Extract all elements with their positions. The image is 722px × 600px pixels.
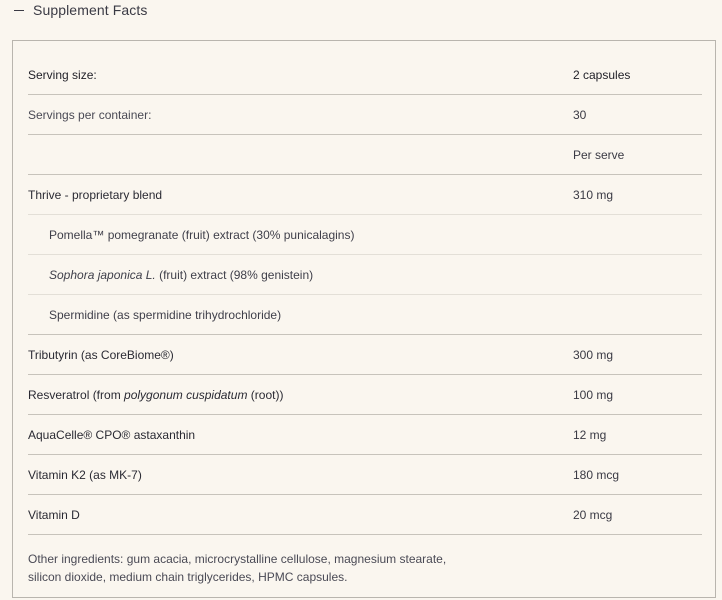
other-ingredients-line-2: silicon dioxide, medium chain triglycerides, HPMC capsules. [28, 570, 348, 584]
serving-size-label: Serving size: [28, 68, 97, 82]
ingredient-amount: 20 mcg [573, 508, 613, 522]
serving-size-value: 2 capsules [573, 68, 631, 82]
ingredient-amount: 100 mg [573, 388, 614, 402]
serving-size-row [28, 55, 702, 95]
ingredient-name-post: (root)) [247, 388, 284, 402]
ingredient-row-tributyrin [28, 335, 702, 375]
supplement-facts-toggle[interactable] [14, 0, 147, 20]
ingredient-row-pomella [28, 215, 702, 255]
ingredient-amount: 12 mg [573, 428, 607, 442]
ingredient-name: Pomella™ pomegranate (fruit) extract (30% punicalagins) [49, 228, 355, 242]
ingredient-name: AquaCelle® CPO® astaxanthin [28, 428, 196, 442]
ingredient-row-thrive [28, 175, 702, 215]
other-ingredients-note [28, 550, 688, 586]
ingredient-row-vitamin-k2 [28, 455, 702, 495]
ingredient-amount: 310 mg [573, 188, 614, 202]
servings-value: 30 [573, 108, 587, 122]
ingredient-row-sophora [28, 255, 702, 295]
ingredient-name: Spermidine (as spermidine trihydrochloride) [49, 308, 282, 322]
ingredient-amount: 180 mcg [573, 468, 620, 482]
ingredient-name-rest: (fruit) extract (98% genistein) [155, 268, 314, 282]
collapse-dash-icon [14, 10, 24, 11]
per-serve-header-row [28, 135, 702, 175]
ingredient-name [49, 255, 313, 295]
per-serve-label: Per serve [573, 148, 625, 162]
ingredient-name-pre: Resveratrol (from [28, 388, 125, 402]
ingredient-row-resveratrol [28, 375, 702, 415]
ingredient-name: Vitamin K2 (as MK-7) [28, 468, 142, 482]
ingredient-name: Tributyrin (as CoreBiome®) [28, 348, 174, 362]
ingredient-name [28, 375, 283, 415]
ingredient-name: Vitamin D [28, 508, 80, 522]
section-title: Supplement Facts [33, 2, 148, 18]
ingredient-row-aquacelle [28, 415, 702, 455]
ingredient-amount: 300 mg [573, 348, 614, 362]
ingredient-row-vitamin-d [28, 495, 702, 535]
servings-per-container-row [28, 95, 702, 135]
ingredient-name-italic: polygonum cuspidatum [124, 388, 248, 402]
supplement-facts-panel [12, 40, 716, 598]
supplement-facts-table [28, 55, 702, 535]
ingredient-row-spermidine [28, 295, 702, 335]
other-ingredients-line-1: Other ingredients: gum acacia, microcrystalline cellulose, magnesium stearate, [28, 552, 447, 566]
ingredient-name-italic: Sophora japonica L. [49, 268, 156, 282]
servings-label: Servings per container: [28, 108, 152, 122]
ingredient-name: Thrive - proprietary blend [28, 188, 163, 202]
